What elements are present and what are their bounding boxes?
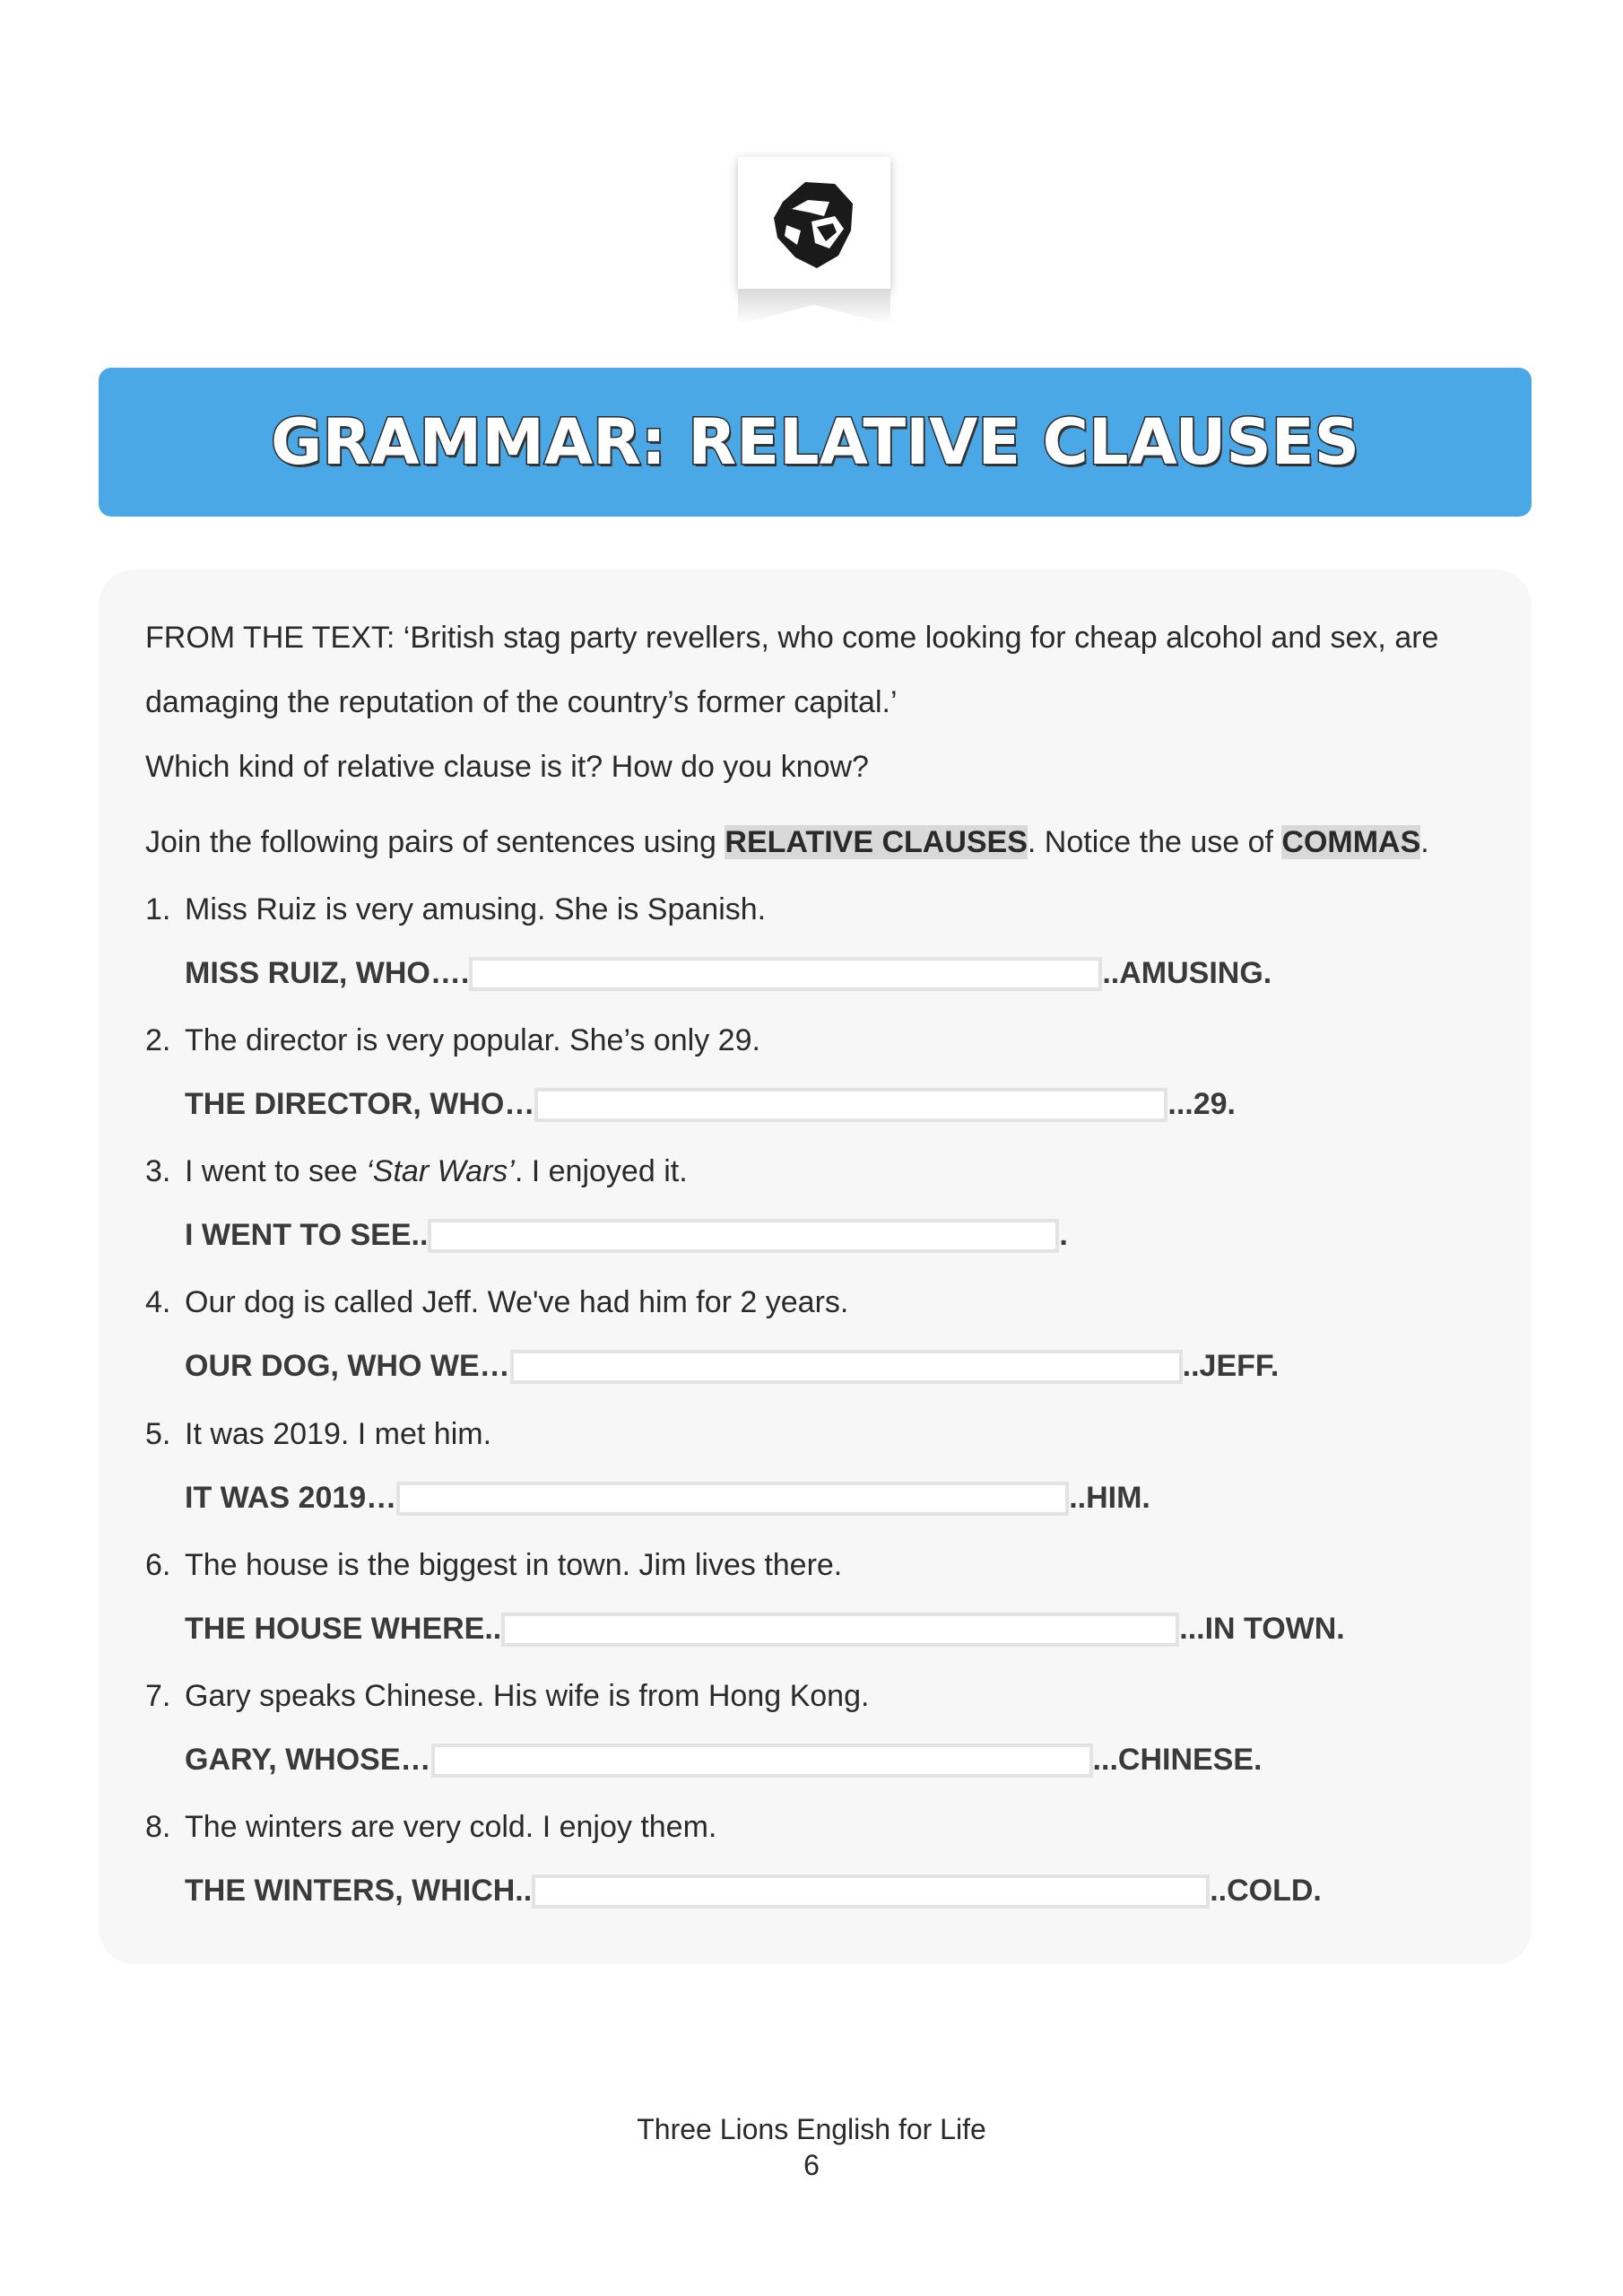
- exercise-sentence: 6. The house is the biggest in town. Jim lives there.: [145, 1548, 843, 1582]
- answer-line: IT WAS 2019… ..HIM.: [185, 1481, 1150, 1515]
- exercise-sentence: 3. I went to see ‘Star Wars’. I enjoyed it.: [145, 1154, 688, 1188]
- answer-box[interactable]: [431, 1744, 1093, 1778]
- answer-box[interactable]: [532, 1874, 1210, 1909]
- title-banner: [99, 368, 1532, 517]
- answer-line: OUR DOG, WHO WE… ..JEFF.: [185, 1349, 1280, 1383]
- answer-line: THE HOUSE WHERE.. ...IN TOWN.: [185, 1612, 1345, 1646]
- page-title: GRAMMAR: RELATIVE CLAUSES: [271, 405, 1359, 479]
- answer-line: THE WINTERS, WHICH.. ..COLD.: [185, 1874, 1322, 1908]
- lion-head-icon: [765, 175, 864, 272]
- intro-line-2: damaging the reputation of the country’s former capital.’: [145, 685, 898, 719]
- answer-line: THE DIRECTOR, WHO… ...29.: [185, 1087, 1236, 1121]
- answer-line: MISS RUIZ, WHO…. ..AMUSING.: [185, 956, 1272, 990]
- instruction: Join the following pairs of sentences using RELATIVE CLAUSES. Notice the use of COMMAS.: [145, 825, 1429, 859]
- intro-line-1: FROM THE TEXT: ‘British stag party revellers, who come looking for cheap alcohol and sex, are: [145, 621, 1439, 655]
- exercise-sentence: 7. Gary speaks Chinese. His wife is from Hong Kong.: [145, 1679, 870, 1713]
- exercise-sentence: 8. The winters are very cold. I enjoy them.: [145, 1810, 717, 1844]
- answer-line: I WENT TO SEE.. .: [185, 1218, 1068, 1252]
- intro-question: Which kind of relative clause is it? How do you know?: [145, 750, 869, 784]
- answer-box[interactable]: [396, 1482, 1069, 1516]
- answer-box[interactable]: [428, 1219, 1059, 1253]
- exercise-sentence: 2. The director is very popular. She’s only 29.: [145, 1023, 760, 1057]
- answer-box[interactable]: [534, 1088, 1167, 1122]
- logo-ribbon: [738, 289, 890, 325]
- page-number: 6: [803, 2149, 820, 2181]
- highlight-relative-clauses: RELATIVE CLAUSES: [725, 825, 1028, 859]
- answer-box[interactable]: [501, 1613, 1179, 1647]
- exercise-sentence: 5. It was 2019. I met him.: [145, 1417, 492, 1451]
- footer-brand: Three Lions English for Life: [637, 2113, 986, 2145]
- highlight-commas: COMMAS: [1281, 825, 1421, 859]
- answer-box[interactable]: [469, 957, 1102, 991]
- answer-box[interactable]: [510, 1350, 1183, 1384]
- exercise-sentence: 4. Our dog is called Jeff. We've had him for 2 years.: [145, 1285, 849, 1319]
- logo: [738, 157, 890, 290]
- answer-line: GARY, WHOSE… ...CHINESE.: [185, 1743, 1263, 1777]
- exercise-sentence: 1. Miss Ruiz is very amusing. She is Spanish.: [145, 892, 767, 926]
